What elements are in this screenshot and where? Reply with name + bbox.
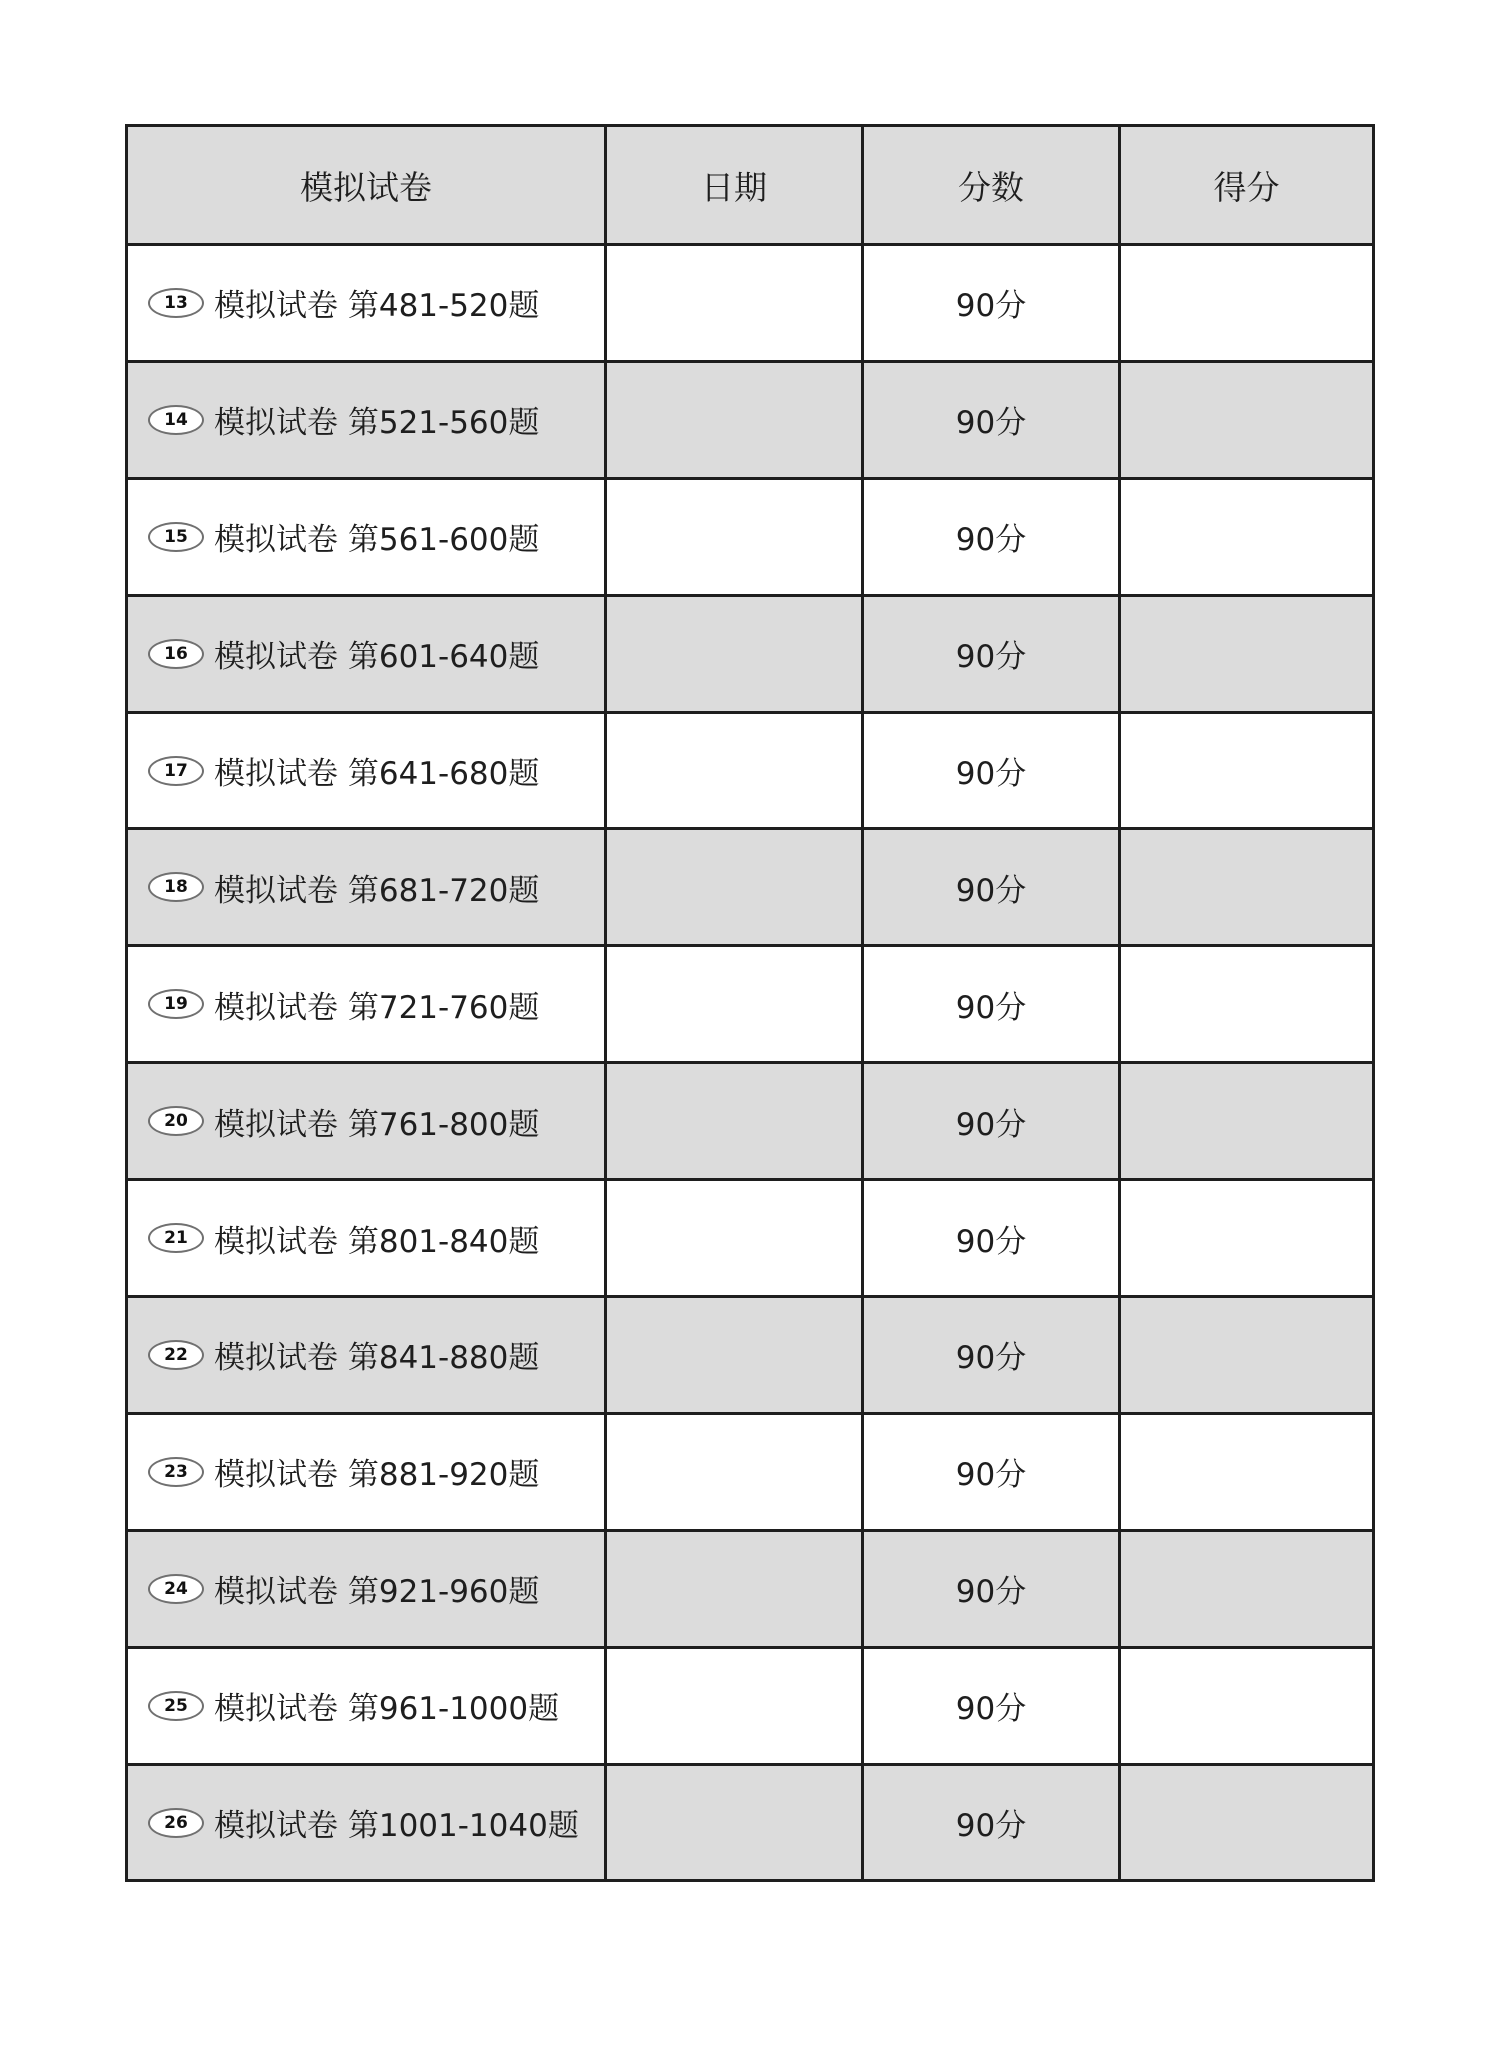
table-row [128, 1529, 1372, 1646]
paper-cell [128, 1415, 604, 1529]
date-cell[interactable] [604, 1766, 861, 1880]
date-cell[interactable] [604, 1415, 861, 1529]
circled-number-badge: 26 [148, 1808, 204, 1838]
table-row [128, 477, 1372, 594]
obtained-score-cell[interactable] [1118, 714, 1372, 828]
paper-cell [128, 1532, 604, 1646]
paper-name: 模拟试卷 第761-800题 [214, 1106, 540, 1143]
circled-number-badge: 21 [148, 1223, 204, 1253]
paper-cell [128, 1298, 604, 1412]
full-score-cell: 90分 [861, 597, 1118, 711]
date-cell[interactable] [604, 480, 861, 594]
circled-number-badge: 24 [148, 1574, 204, 1604]
full-score-cell: 90分 [861, 246, 1118, 360]
obtained-score-cell[interactable] [1118, 597, 1372, 711]
circled-number-badge: 14 [148, 405, 204, 435]
paper-cell [128, 714, 604, 828]
date-cell[interactable] [604, 830, 861, 944]
table-row [128, 827, 1372, 944]
paper-name: 模拟试卷 第641-680题 [214, 756, 540, 792]
table-header-row [128, 127, 1372, 243]
paper-name: 模拟试卷 第561-600题 [214, 522, 540, 559]
full-score-cell: 90分 [861, 1649, 1118, 1763]
circled-number-badge: 19 [148, 989, 204, 1019]
score-table [125, 124, 1375, 1882]
date-cell[interactable] [604, 363, 861, 477]
obtained-score-cell[interactable] [1118, 1064, 1372, 1178]
paper-cell [128, 480, 604, 594]
full-score-cell: 90分 [861, 363, 1118, 477]
paper-name: 模拟试卷 第601-640题 [214, 639, 540, 676]
paper-name: 模拟试卷 第521-560题 [214, 405, 540, 442]
table-row [128, 711, 1372, 828]
full-score-cell: 90分 [861, 947, 1118, 1061]
paper-name: 模拟试卷 第841-880题 [214, 1340, 540, 1377]
paper-cell [128, 363, 604, 477]
circled-number-badge: 18 [148, 872, 204, 902]
circled-number-badge: 23 [148, 1457, 204, 1487]
circled-number-badge: 17 [148, 756, 204, 786]
obtained-score-cell[interactable] [1118, 830, 1372, 944]
date-cell[interactable] [604, 714, 861, 828]
paper-cell [128, 597, 604, 711]
table-row [128, 1763, 1372, 1880]
table-row [128, 594, 1372, 711]
paper-name: 模拟试卷 第481-520题 [214, 288, 540, 325]
circled-number-badge: 13 [148, 288, 204, 318]
header-full-score: 分数 [861, 127, 1118, 243]
table-row [128, 360, 1372, 477]
paper-name: 模拟试卷 第801-840题 [214, 1223, 540, 1260]
table-row [128, 1412, 1372, 1529]
circled-number-badge: 22 [148, 1340, 204, 1370]
full-score-cell: 90分 [861, 714, 1118, 828]
paper-name: 模拟试卷 第1001-1040题 [214, 1808, 579, 1845]
date-cell[interactable] [604, 1181, 861, 1295]
table-row [128, 1178, 1372, 1295]
full-score-cell: 90分 [861, 1298, 1118, 1412]
paper-name: 模拟试卷 第961-1000题 [214, 1691, 560, 1728]
table-row [128, 944, 1372, 1061]
full-score-cell: 90分 [861, 830, 1118, 944]
circled-number-badge: 15 [148, 522, 204, 552]
table-row [128, 243, 1372, 360]
full-score-cell: 90分 [861, 1181, 1118, 1295]
obtained-score-cell[interactable] [1118, 1181, 1372, 1295]
paper-cell [128, 1766, 604, 1880]
obtained-score-cell[interactable] [1118, 1298, 1372, 1412]
obtained-score-cell[interactable] [1118, 1766, 1372, 1880]
date-cell[interactable] [604, 246, 861, 360]
table-row [128, 1646, 1372, 1763]
header-paper: 模拟试卷 [300, 167, 432, 207]
paper-cell [128, 1064, 604, 1178]
obtained-score-cell[interactable] [1118, 363, 1372, 477]
circled-number-badge: 16 [148, 639, 204, 669]
date-cell[interactable] [604, 1064, 861, 1178]
paper-name: 模拟试卷 第881-920题 [214, 1457, 540, 1494]
date-cell[interactable] [604, 947, 861, 1061]
obtained-score-cell[interactable] [1118, 947, 1372, 1061]
obtained-score-cell[interactable] [1118, 246, 1372, 360]
paper-cell [128, 830, 604, 944]
obtained-score-cell[interactable] [1118, 480, 1372, 594]
paper-name: 模拟试卷 第721-760题 [214, 989, 540, 1026]
obtained-score-cell[interactable] [1118, 1415, 1372, 1529]
date-cell[interactable] [604, 1649, 861, 1763]
paper-name: 模拟试卷 第681-720题 [214, 872, 540, 909]
paper-cell [128, 246, 604, 360]
paper-cell [128, 1181, 604, 1295]
paper-cell [128, 1649, 604, 1763]
full-score-cell: 90分 [861, 480, 1118, 594]
full-score-cell: 90分 [861, 1064, 1118, 1178]
paper-name: 模拟试卷 第921-960题 [214, 1574, 540, 1611]
full-score-cell: 90分 [861, 1415, 1118, 1529]
header-date: 日期 [604, 127, 861, 243]
full-score-cell: 90分 [861, 1532, 1118, 1646]
date-cell[interactable] [604, 1532, 861, 1646]
circled-number-badge: 25 [148, 1691, 204, 1721]
table-row [128, 1295, 1372, 1412]
obtained-score-cell[interactable] [1118, 1532, 1372, 1646]
header-obtained-score: 得分 [1118, 127, 1372, 243]
full-score-cell: 90分 [861, 1766, 1118, 1880]
paper-cell [128, 947, 604, 1061]
circled-number-badge: 20 [148, 1106, 204, 1136]
date-cell[interactable] [604, 1298, 861, 1412]
obtained-score-cell[interactable] [1118, 1649, 1372, 1763]
date-cell[interactable] [604, 597, 861, 711]
table-row [128, 1061, 1372, 1178]
